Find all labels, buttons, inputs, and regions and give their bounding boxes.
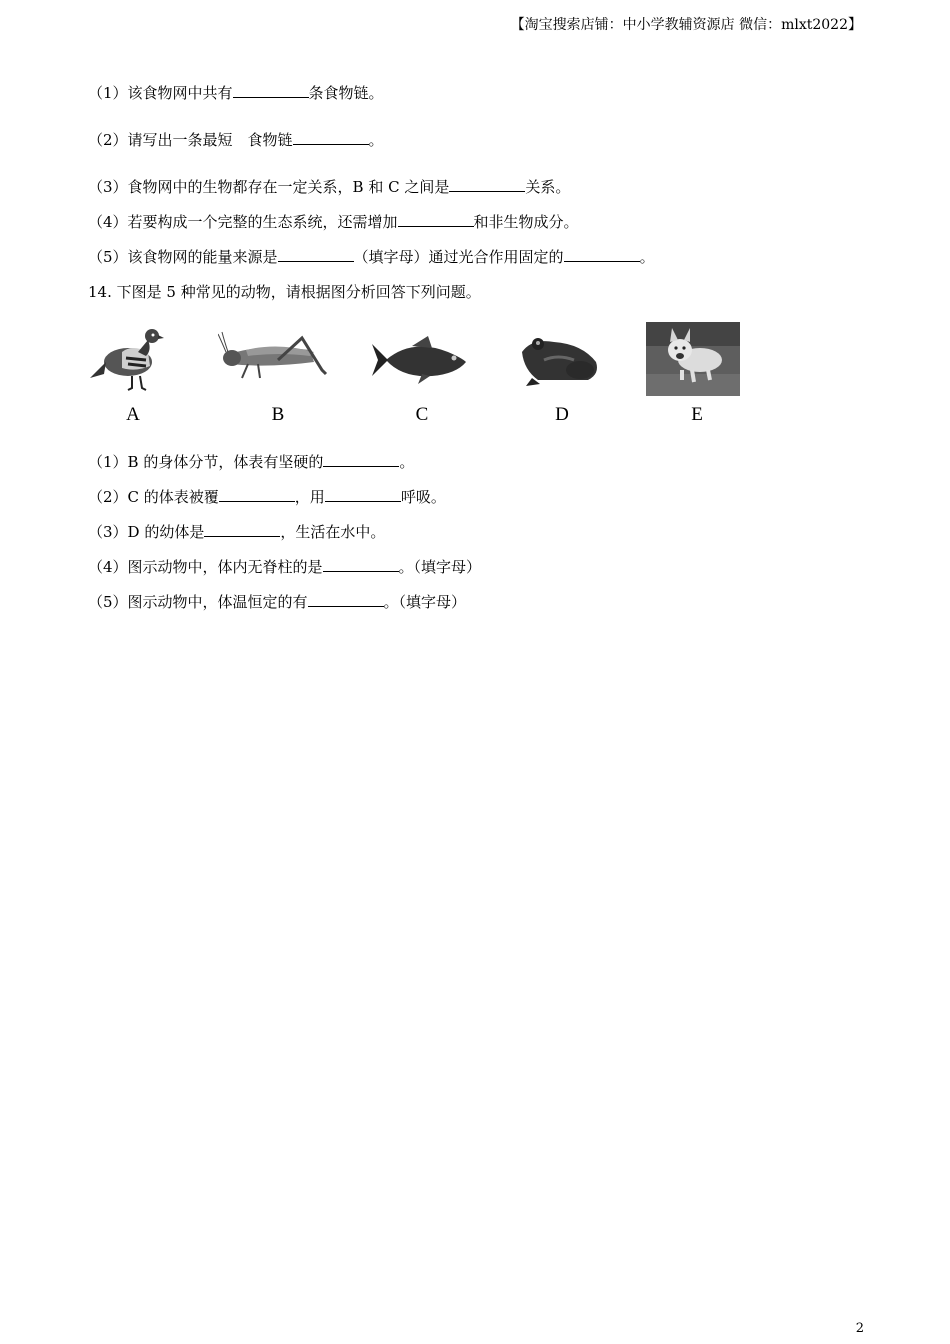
q13-3-tail: 关系。 (525, 178, 571, 196)
q13-item-3 (88, 176, 570, 197)
q14-item-1 (88, 451, 414, 472)
animal-label-c: C (415, 404, 429, 425)
q14-2-mid: ，用 (294, 488, 325, 506)
q14-item-4 (88, 556, 481, 577)
animal-label-e: E (691, 404, 703, 425)
animals-figure (88, 320, 748, 430)
answer-blank[interactable] (325, 486, 401, 502)
answer-blank[interactable] (323, 451, 399, 467)
q13-item-2 (88, 129, 384, 150)
q13-1-text: （1）该食物网中共有 (88, 84, 233, 102)
q13-5-text: （5）该食物网的能量来源是 (88, 248, 278, 266)
q14-item-5 (88, 591, 466, 612)
q14-4-text: （4）图示动物中，体内无脊柱的是 (88, 558, 323, 576)
q14-1-text: （1）B 的身体分节，体表有坚硬的 (88, 453, 324, 471)
q13-5-mid: （填字母）通过光合作用固定的 (353, 248, 564, 266)
answer-blank[interactable] (219, 486, 295, 502)
answer-blank[interactable] (398, 211, 474, 227)
answer-blank[interactable] (449, 176, 525, 192)
q13-item-4 (88, 211, 579, 232)
q13-2-text: （2）请写出一条最短 食物链 (88, 131, 293, 149)
q13-4-tail: 和非生物成分。 (473, 213, 579, 231)
answer-blank[interactable] (278, 246, 354, 262)
q14-3-text: （3）D 的幼体是 (88, 523, 205, 541)
q13-4-text: （4）若要构成一个完整的生态系统，还需增加 (88, 213, 398, 231)
grasshopper-icon (218, 330, 328, 388)
answer-blank[interactable] (323, 556, 399, 572)
q13-5-tail: 。 (639, 248, 655, 266)
answer-blank[interactable] (204, 521, 280, 537)
q13-1-tail: 条食物链。 (308, 84, 384, 102)
q13-item-1 (88, 82, 384, 103)
animal-label-d: D (555, 404, 569, 425)
q14-2-tail: 呼吸。 (400, 488, 446, 506)
page-number: 2 (855, 1321, 864, 1336)
q13-3-text: （3）食物网中的生物都存在一定关系，B 和 C 之间是 (88, 178, 450, 196)
q14-2-text: （2）C 的体表被覆 (88, 488, 219, 506)
animal-label-b: B (271, 404, 285, 425)
q14-item-2 (88, 486, 446, 507)
animal-label-a: A (126, 404, 140, 425)
answer-blank[interactable] (233, 82, 309, 98)
q13-item-5 (88, 246, 655, 267)
q14-3-tail: ，生活在水中。 (280, 523, 386, 541)
q14-stem: 14. 下图是 5 种常见的动物，请根据图分析回答下列问题。 (88, 283, 481, 301)
pigeon-icon (88, 322, 168, 394)
dog-photo-icon (646, 322, 740, 396)
frog-icon (518, 330, 604, 388)
q14-5-tail: 。（填字母） (383, 593, 467, 611)
answer-blank[interactable] (564, 246, 640, 262)
fish-icon (372, 334, 472, 386)
page-header: 【淘宝搜索店铺：中小学教辅资源店 微信：mlxt2022】 (510, 17, 862, 33)
q13-2-tail: 。 (368, 131, 384, 149)
q14-1-tail: 。 (399, 453, 415, 471)
q14-4-tail: 。（填字母） (398, 558, 482, 576)
q14-item-3 (88, 521, 385, 542)
answer-blank[interactable] (308, 591, 384, 607)
q14-5-text: （5）图示动物中，体温恒定的有 (88, 593, 308, 611)
answer-blank[interactable] (293, 129, 369, 145)
